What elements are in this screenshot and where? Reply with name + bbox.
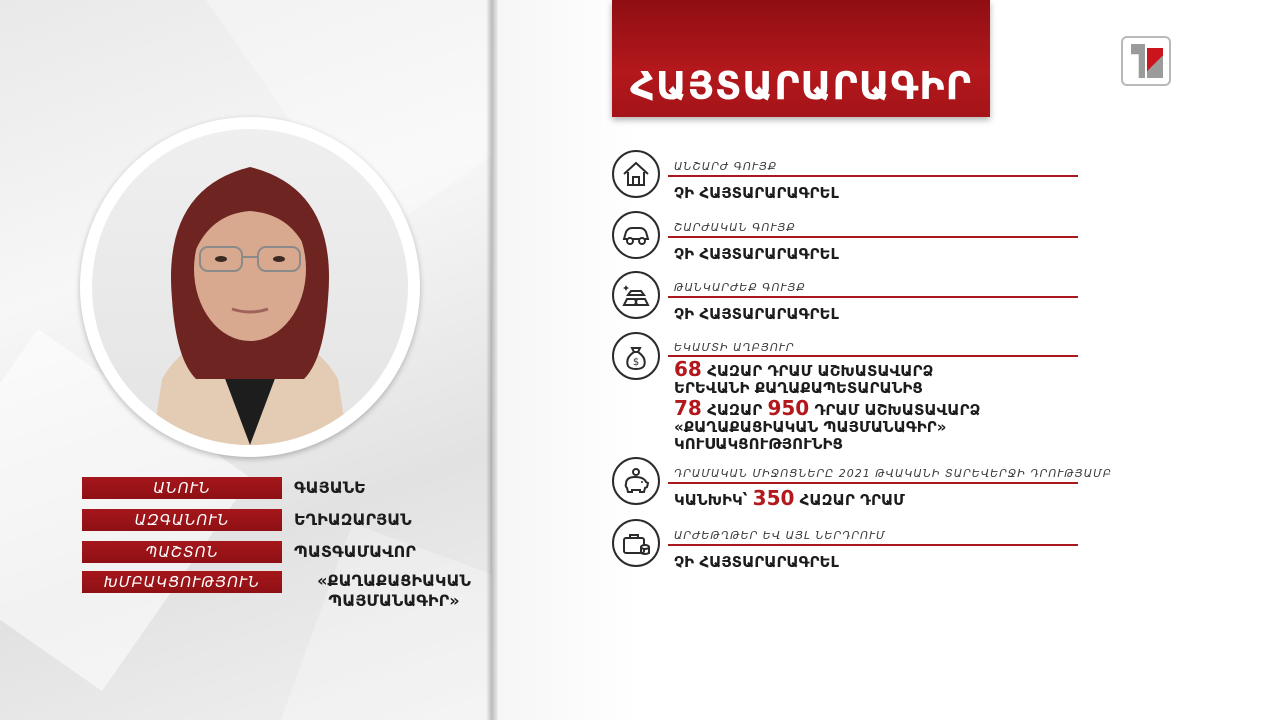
info-value: ԳԱՅԱՆԵ: [294, 478, 366, 497]
declaration-divider: [668, 482, 1078, 484]
declaration-divider: [668, 355, 1078, 357]
declaration-divider: [668, 236, 1078, 238]
info-label: ԱՆՈՒՆ: [82, 477, 282, 499]
declaration-real-estate: [612, 150, 1082, 205]
logo-one-glyph: [1131, 44, 1145, 78]
logo-stripe: [1147, 48, 1163, 78]
channel-logo: [1121, 36, 1171, 86]
income-text: ՀԱԶԱՐ: [707, 401, 763, 419]
income-line: [674, 396, 981, 420]
house-icon: [612, 150, 660, 198]
declaration-cash: [612, 457, 1112, 517]
declaration-divider: [668, 544, 1078, 546]
declaration-value: ՉԻ ՀԱՅՏԱՐԱՐԱԳՐԵԼ: [674, 305, 839, 323]
declaration-valuables: [612, 271, 1082, 326]
page-title: ՀԱՅՏԱՐԱՐԱԳԻՐ: [630, 64, 972, 108]
title-banner: [612, 0, 990, 117]
income-source: «ՔԱՂԱՔԱՑԻԱԿԱՆ ՊԱՅՄԱՆԱԳԻՐ»: [674, 418, 947, 436]
declaration-category: ԱՐԺԵԹՂԹԵՐ ԵՎ ԱՅԼ ՆԵՐԴՐՈՒՄ: [674, 529, 886, 542]
income-amount: 68: [674, 357, 702, 381]
income-source: ԿՈՒՍԱԿՑՈՒԹՅՈՒՆԻՑ: [674, 435, 843, 453]
info-label: ԽՄԲԱԿՑՈՒԹՅՈՒՆ: [82, 571, 282, 593]
info-label: ԱԶԳԱՆՈՒՆ: [82, 509, 282, 531]
info-value: ԵՂԻԱԶԱՐՅԱՆ: [294, 510, 412, 529]
info-value-line: ՊԱՅՄԱՆԱԳԻՐ»: [328, 591, 460, 610]
cash-line: [674, 486, 905, 510]
info-value: ՊԱՏԳԱՄԱՎՈՐ: [294, 542, 416, 561]
piggy-bank-icon: [612, 457, 660, 505]
declaration-category: ԹԱՆԿԱՐԺԵՔ ԳՈՒՅՔ: [674, 281, 806, 294]
car-icon: [612, 211, 660, 259]
cash-prefix: ԿԱՆԽԻԿ՝: [674, 491, 748, 509]
info-label: ՊԱՇՏՈՆ: [82, 541, 282, 563]
declaration-category: ԱՆՇԱՐԺ ԳՈՒՅՔ: [674, 160, 778, 173]
cash-amount: 350: [752, 486, 795, 510]
declaration-value: ՉԻ ՀԱՅՏԱՐԱՐԱԳՐԵԼ: [674, 245, 839, 263]
declaration-income: [612, 332, 1082, 452]
info-value: [294, 571, 494, 611]
declaration-value: ՉԻ ՀԱՅՏԱՐԱՐԱԳՐԵԼ: [674, 553, 839, 571]
portrait-photo: [92, 129, 408, 445]
income-line: [674, 357, 934, 381]
person-portrait-image: [92, 129, 408, 445]
info-value-line: «ՔԱՂԱՔԱՑԻԱԿԱՆ: [317, 571, 471, 590]
declaration-divider: [668, 296, 1078, 298]
svg-text:$: $: [632, 357, 640, 368]
income-text: ԴՐԱՄ ԱՇԽԱՏԱՎԱՐՁ: [814, 401, 981, 419]
declaration-movable: [612, 211, 1082, 266]
income-source: ԵՐԵՎԱՆԻ ՔԱՂԱՔԱՊԵՏԱՐԱՆԻՑ: [674, 379, 923, 397]
declaration-securities: [612, 519, 1082, 574]
income-amount: 950: [767, 396, 810, 420]
declaration-value: ՉԻ ՀԱՅՏԱՐԱՐԱԳՐԵԼ: [674, 184, 839, 202]
briefcase-coins-icon: [612, 519, 660, 567]
declaration-divider: [668, 175, 1078, 177]
income-amount: 78: [674, 396, 702, 420]
money-bag-icon: [612, 332, 660, 380]
gold-bars-icon: [612, 271, 660, 319]
declaration-category: ԴՐԱՄԱԿԱՆ ՄԻՋՈՑՆԵՐԸ 2021 ԹՎԱԿԱՆԻ ՏԱՐԵՎԵՐՋԻ ԴՐՈՒԹՅԱՄԲ: [674, 467, 1112, 480]
cash-suffix: ՀԱԶԱՐ ԴՐԱՄ: [799, 491, 905, 509]
income-text: ՀԱԶԱՐ ԴՐԱՄ ԱՇԽԱՏԱՎԱՐՁ: [707, 362, 934, 380]
declaration-category: ՇԱՐԺԱԿԱՆ ԳՈՒՅՔ: [674, 221, 796, 234]
declaration-category: ԵԿԱՄՏԻ ԱՂԲՅՈՒՐ: [674, 341, 795, 354]
